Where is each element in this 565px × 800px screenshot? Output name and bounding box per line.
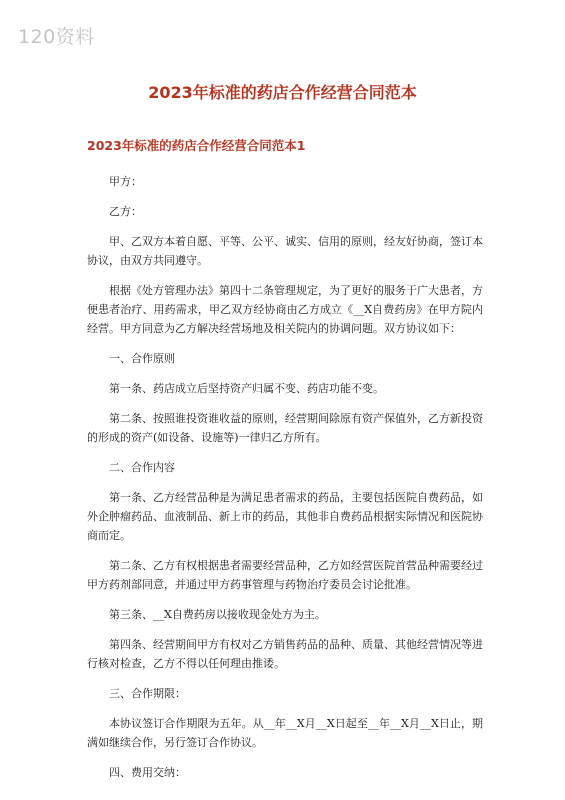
paragraph: 第一条、乙方经营品种是为满足患者需求的药品，主要包括医院自费药品，如外企肿瘤药品、血液制品、新上市的药品，其他非自费药品根据实际情况和医院协商而定。	[87, 491, 483, 542]
paragraph: 根据《处方管理办法》第四十二条管理规定，为了更好的服务于广大患者，方便患者治疗、用药需求，甲乙双方经协商由乙方成立《__X自费药房》在甲方院内经营。甲方同意为乙方解决经营场地及相关院内的协调问题。双方协议如下：	[87, 284, 483, 335]
paragraph: 第二条、按照谁投资谁收益的原则，经营期间除原有资产保值外，乙方新投资的形成的资产(如设备、设施等)一律归乙方所有。	[87, 412, 483, 444]
party-b-line: 乙方：	[109, 205, 142, 218]
watermark-logo: 120资料	[18, 26, 95, 48]
paragraph: 第四条、经营期间甲方有权对乙方销售药品的品种、质量、其他经营情况等进行核对检查，乙方不得以任何理由推诿。	[87, 638, 483, 670]
paragraph: 甲、乙双方本着自愿、平等、公平、诚实、信用的原则，经友好协商，签订本协议，由双方共同遵守。	[87, 235, 483, 267]
paragraph: 第三条、__X自费药房以接收现金处方为主。	[109, 608, 326, 621]
paragraph: 第一条、药店成立后坚持资产归属不变、药店功能不变。	[109, 382, 384, 395]
paragraph: 本协议签订合作期限为五年。从__年__X月__X日起至__年__X月__X日止，期满如继续合作，另行签订合作协议。	[87, 717, 483, 749]
paragraph: 第二条、乙方有权根据患者需要经营品种，乙方如经营医院首营品种需要经过甲方药剂部同意，并通过甲方药事管理与药物治疗委员会讨论批准。	[87, 559, 483, 591]
document-body	[87, 172, 483, 793]
clause-heading: 三、合作期限：	[109, 687, 186, 700]
clause-heading: 一、合作原则	[109, 352, 175, 365]
clause-heading: 二、合作内容	[109, 461, 175, 474]
document-title: 2023年标准的药店合作经营合同范本	[148, 83, 417, 102]
party-a-line: 甲方：	[109, 175, 142, 188]
clause-heading: 四、费用交纳：	[109, 766, 186, 779]
section-title: 2023年标准的药店合作经营合同范本1	[87, 138, 306, 153]
